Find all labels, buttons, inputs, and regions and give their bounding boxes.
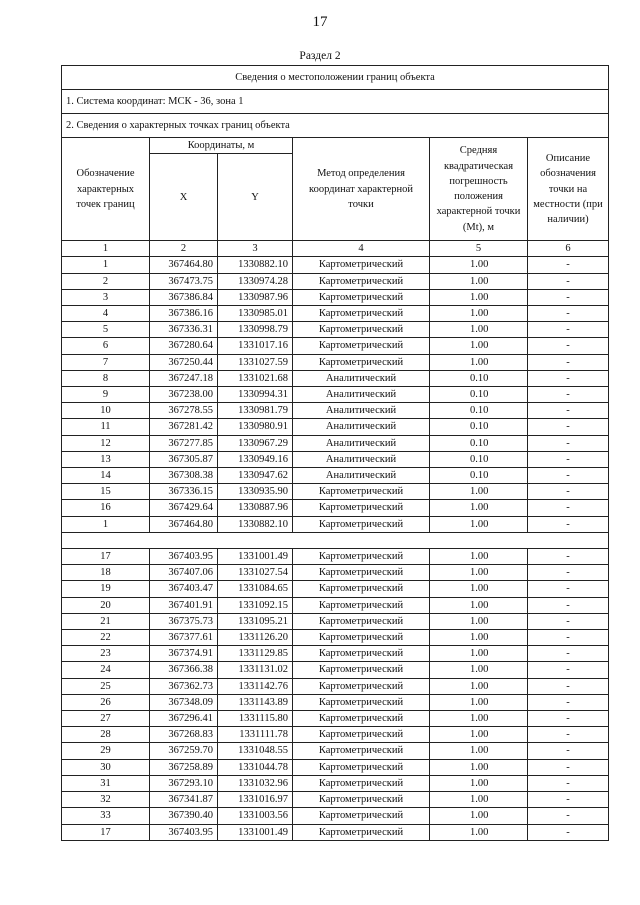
description: - <box>528 516 609 532</box>
column-number: 5 <box>430 241 528 257</box>
table-row <box>62 597 609 613</box>
description: - <box>528 759 609 775</box>
coord-system: 1. Система координат: МСК - 36, зона 1 <box>62 90 609 114</box>
description: - <box>528 289 609 305</box>
table-row <box>62 370 609 386</box>
error: 1.00 <box>430 354 528 370</box>
table-row <box>62 387 609 403</box>
coord-y: 1331092.15 <box>218 597 293 613</box>
description: - <box>528 338 609 354</box>
point-number: 31 <box>62 775 150 791</box>
column-number: 6 <box>528 241 609 257</box>
coord-y: 1330935.90 <box>218 484 293 500</box>
point-number: 13 <box>62 451 150 467</box>
method: Картометрический <box>293 597 430 613</box>
table-row <box>62 257 609 273</box>
method: Картометрический <box>293 808 430 824</box>
method: Аналитический <box>293 451 430 467</box>
method: Картометрический <box>293 306 430 322</box>
table-row <box>62 468 609 484</box>
coord-x: 367278.55 <box>150 403 218 419</box>
description: - <box>528 387 609 403</box>
description: - <box>528 419 609 435</box>
coord-y: 1330949.16 <box>218 451 293 467</box>
table-row <box>62 646 609 662</box>
coord-x: 367238.00 <box>150 387 218 403</box>
error: 1.00 <box>430 694 528 710</box>
point-number: 20 <box>62 597 150 613</box>
table-row <box>62 743 609 759</box>
method: Картометрический <box>293 516 430 532</box>
table-row <box>62 500 609 516</box>
point-number: 19 <box>62 581 150 597</box>
points-part-1 <box>62 257 609 532</box>
point-number: 21 <box>62 613 150 629</box>
points-heading-row <box>62 114 609 138</box>
error: 1.00 <box>430 289 528 305</box>
coord-y: 1331027.54 <box>218 565 293 581</box>
separator-row <box>62 532 609 548</box>
table-row <box>62 516 609 532</box>
method: Картометрический <box>293 711 430 727</box>
coord-x: 367403.95 <box>150 824 218 840</box>
description: - <box>528 549 609 565</box>
error: 1.00 <box>430 500 528 516</box>
error: 0.10 <box>430 403 528 419</box>
description: - <box>528 257 609 273</box>
table-row <box>62 273 609 289</box>
description: - <box>528 711 609 727</box>
error: 1.00 <box>430 792 528 808</box>
coord-y: 1330985.01 <box>218 306 293 322</box>
coord-x: 367308.38 <box>150 468 218 484</box>
method: Картометрический <box>293 273 430 289</box>
description: - <box>528 775 609 791</box>
coord-y: 1331084.65 <box>218 581 293 597</box>
description: - <box>528 727 609 743</box>
point-number: 12 <box>62 435 150 451</box>
points-heading: 2. Сведения о характерных точках границ объекта <box>62 114 609 138</box>
method: Аналитический <box>293 370 430 386</box>
coord-x: 367336.15 <box>150 484 218 500</box>
description: - <box>528 678 609 694</box>
point-number: 4 <box>62 306 150 322</box>
table-row <box>62 289 609 305</box>
point-number: 29 <box>62 743 150 759</box>
error: 1.00 <box>430 338 528 354</box>
method: Картометрический <box>293 646 430 662</box>
table-row <box>62 484 609 500</box>
coord-y: 1331142.76 <box>218 678 293 694</box>
method: Картометрический <box>293 289 430 305</box>
method: Аналитический <box>293 403 430 419</box>
method: Картометрический <box>293 743 430 759</box>
coord-y: 1330981.79 <box>218 403 293 419</box>
coord-y: 1331032.96 <box>218 775 293 791</box>
table-row <box>62 662 609 678</box>
error: 1.00 <box>430 565 528 581</box>
point-number: 5 <box>62 322 150 338</box>
description: - <box>528 565 609 581</box>
error: 1.00 <box>430 743 528 759</box>
table-row <box>62 711 609 727</box>
description: - <box>528 743 609 759</box>
description: - <box>528 354 609 370</box>
method: Картометрический <box>293 824 430 840</box>
table-row <box>62 727 609 743</box>
coord-x: 367305.87 <box>150 451 218 467</box>
method: Картометрический <box>293 565 430 581</box>
header-designation: Обозначение характерных точек границ <box>62 138 150 241</box>
header-x: X <box>150 154 218 241</box>
coord-x: 367401.91 <box>150 597 218 613</box>
coord-y: 1331048.55 <box>218 743 293 759</box>
point-number: 7 <box>62 354 150 370</box>
coord-x: 367336.31 <box>150 322 218 338</box>
method: Картометрический <box>293 257 430 273</box>
error: 1.00 <box>430 711 528 727</box>
coord-y: 1330967.29 <box>218 435 293 451</box>
table-row <box>62 581 609 597</box>
point-number: 32 <box>62 792 150 808</box>
error: 0.10 <box>430 387 528 403</box>
coord-x: 367348.09 <box>150 694 218 710</box>
description: - <box>528 273 609 289</box>
coord-x: 367375.73 <box>150 613 218 629</box>
coord-x: 367390.40 <box>150 808 218 824</box>
point-number: 8 <box>62 370 150 386</box>
table-title: Сведения о местоположении границ объекта <box>62 66 609 90</box>
method: Аналитический <box>293 468 430 484</box>
point-number: 33 <box>62 808 150 824</box>
description: - <box>528 694 609 710</box>
coord-y: 1330998.79 <box>218 322 293 338</box>
error: 1.00 <box>430 824 528 840</box>
coord-y: 1331021.68 <box>218 370 293 386</box>
point-number: 9 <box>62 387 150 403</box>
point-number: 3 <box>62 289 150 305</box>
method: Аналитический <box>293 435 430 451</box>
description: - <box>528 500 609 516</box>
point-number: 1 <box>62 516 150 532</box>
table-row <box>62 354 609 370</box>
separator-body <box>62 532 609 548</box>
error: 1.00 <box>430 759 528 775</box>
point-number: 25 <box>62 678 150 694</box>
coord-x: 367464.80 <box>150 516 218 532</box>
header-y: Y <box>218 154 293 241</box>
error: 0.10 <box>430 451 528 467</box>
table-row <box>62 565 609 581</box>
coord-x: 367258.89 <box>150 759 218 775</box>
error: 1.00 <box>430 613 528 629</box>
error: 1.00 <box>430 257 528 273</box>
description: - <box>528 484 609 500</box>
error: 0.10 <box>430 370 528 386</box>
points-part-2 <box>62 549 609 841</box>
header-description: Описание обозначения точки на местности (при наличии) <box>528 138 609 241</box>
table-row <box>62 775 609 791</box>
table-row <box>62 322 609 338</box>
coord-y: 1331044.78 <box>218 759 293 775</box>
separator-cell <box>62 532 609 548</box>
method: Картометрический <box>293 662 430 678</box>
header-method: Метод определения координат характерной точки <box>293 138 430 241</box>
header-row-1 <box>62 138 609 154</box>
description: - <box>528 322 609 338</box>
point-number: 10 <box>62 403 150 419</box>
table-row <box>62 338 609 354</box>
method: Картометрический <box>293 500 430 516</box>
point-number: 22 <box>62 630 150 646</box>
point-number: 2 <box>62 273 150 289</box>
coord-x: 367293.10 <box>150 775 218 791</box>
coord-y: 1331111.78 <box>218 727 293 743</box>
method: Картометрический <box>293 792 430 808</box>
header-error: Средняя квадратическая погрешность положения характерной точки (Mt), м <box>430 138 528 241</box>
coord-x: 367281.42 <box>150 419 218 435</box>
coord-x: 367296.41 <box>150 711 218 727</box>
coord-x: 367464.80 <box>150 257 218 273</box>
error: 0.10 <box>430 435 528 451</box>
table-row <box>62 630 609 646</box>
point-number: 17 <box>62 549 150 565</box>
method: Картометрический <box>293 775 430 791</box>
column-number: 3 <box>218 241 293 257</box>
coord-x: 367377.61 <box>150 630 218 646</box>
coord-x: 367386.16 <box>150 306 218 322</box>
point-number: 18 <box>62 565 150 581</box>
error: 1.00 <box>430 516 528 532</box>
table-row <box>62 451 609 467</box>
error: 1.00 <box>430 727 528 743</box>
point-number: 14 <box>62 468 150 484</box>
point-number: 11 <box>62 419 150 435</box>
header-coordinates: Координаты, м <box>150 138 293 154</box>
coord-y: 1330882.10 <box>218 257 293 273</box>
error: 1.00 <box>430 646 528 662</box>
section-label: Раздел 2 <box>299 50 341 62</box>
method: Аналитический <box>293 387 430 403</box>
error: 1.00 <box>430 273 528 289</box>
description: - <box>528 306 609 322</box>
method: Картометрический <box>293 613 430 629</box>
table-row <box>62 306 609 322</box>
coord-x: 367473.75 <box>150 273 218 289</box>
point-number: 6 <box>62 338 150 354</box>
boundary-points-table <box>61 65 609 841</box>
error: 1.00 <box>430 775 528 791</box>
coord-x: 367247.18 <box>150 370 218 386</box>
coord-x: 367341.87 <box>150 792 218 808</box>
point-number: 24 <box>62 662 150 678</box>
description: - <box>528 662 609 678</box>
description: - <box>528 808 609 824</box>
point-number: 17 <box>62 824 150 840</box>
description: - <box>528 581 609 597</box>
coord-system-row <box>62 90 609 114</box>
description: - <box>528 403 609 419</box>
method: Картометрический <box>293 727 430 743</box>
coord-y: 1330994.31 <box>218 387 293 403</box>
coord-y: 1331095.21 <box>218 613 293 629</box>
coord-y: 1331017.16 <box>218 338 293 354</box>
coord-y: 1331001.49 <box>218 549 293 565</box>
method: Картометрический <box>293 759 430 775</box>
table-row <box>62 549 609 565</box>
point-number: 28 <box>62 727 150 743</box>
error: 1.00 <box>430 630 528 646</box>
error: 1.00 <box>430 306 528 322</box>
table-row <box>62 792 609 808</box>
point-number: 15 <box>62 484 150 500</box>
method: Картометрический <box>293 694 430 710</box>
point-number: 26 <box>62 694 150 710</box>
coord-y: 1330947.62 <box>218 468 293 484</box>
coord-y: 1330987.96 <box>218 289 293 305</box>
method: Картометрический <box>293 678 430 694</box>
coord-y: 1331016.97 <box>218 792 293 808</box>
point-number: 23 <box>62 646 150 662</box>
coord-x: 367429.64 <box>150 500 218 516</box>
table-row <box>62 613 609 629</box>
page-number: 17 <box>312 14 328 30</box>
description: - <box>528 435 609 451</box>
coord-y: 1331129.85 <box>218 646 293 662</box>
error: 1.00 <box>430 678 528 694</box>
table-row <box>62 403 609 419</box>
point-number: 30 <box>62 759 150 775</box>
description: - <box>528 468 609 484</box>
error: 1.00 <box>430 322 528 338</box>
point-number: 27 <box>62 711 150 727</box>
description: - <box>528 646 609 662</box>
coord-y: 1331143.89 <box>218 694 293 710</box>
method: Картометрический <box>293 630 430 646</box>
coord-x: 367362.73 <box>150 678 218 694</box>
method: Аналитический <box>293 419 430 435</box>
coord-x: 367403.47 <box>150 581 218 597</box>
coord-x: 367250.44 <box>150 354 218 370</box>
coord-x: 367374.91 <box>150 646 218 662</box>
error: 1.00 <box>430 549 528 565</box>
coord-y: 1331131.02 <box>218 662 293 678</box>
error: 0.10 <box>430 419 528 435</box>
table-title-row <box>62 66 609 90</box>
table-row <box>62 824 609 840</box>
table-row <box>62 678 609 694</box>
description: - <box>528 824 609 840</box>
coord-x: 367277.85 <box>150 435 218 451</box>
method: Картометрический <box>293 322 430 338</box>
point-number: 16 <box>62 500 150 516</box>
table-row <box>62 435 609 451</box>
error: 1.00 <box>430 581 528 597</box>
method: Картометрический <box>293 354 430 370</box>
table-row <box>62 419 609 435</box>
coord-y: 1330974.28 <box>218 273 293 289</box>
coord-x: 367366.38 <box>150 662 218 678</box>
coord-x: 367259.70 <box>150 743 218 759</box>
column-numbers-row <box>62 241 609 257</box>
point-number: 1 <box>62 257 150 273</box>
method: Картометрический <box>293 581 430 597</box>
coord-y: 1331003.56 <box>218 808 293 824</box>
error: 1.00 <box>430 597 528 613</box>
description: - <box>528 630 609 646</box>
coord-x: 367280.64 <box>150 338 218 354</box>
table-row <box>62 694 609 710</box>
description: - <box>528 792 609 808</box>
method: Картометрический <box>293 549 430 565</box>
coord-y: 1330882.10 <box>218 516 293 532</box>
coord-x: 367386.84 <box>150 289 218 305</box>
coord-x: 367407.06 <box>150 565 218 581</box>
error: 0.10 <box>430 468 528 484</box>
column-number: 2 <box>150 241 218 257</box>
coord-x: 367268.83 <box>150 727 218 743</box>
coord-y: 1330887.96 <box>218 500 293 516</box>
coord-x: 367403.95 <box>150 549 218 565</box>
table-row <box>62 759 609 775</box>
coord-y: 1331115.80 <box>218 711 293 727</box>
description: - <box>528 613 609 629</box>
description: - <box>528 597 609 613</box>
error: 1.00 <box>430 484 528 500</box>
column-number: 1 <box>62 241 150 257</box>
coord-y: 1331126.20 <box>218 630 293 646</box>
description: - <box>528 451 609 467</box>
error: 1.00 <box>430 662 528 678</box>
coord-y: 1331001.49 <box>218 824 293 840</box>
error: 1.00 <box>430 808 528 824</box>
method: Картометрический <box>293 338 430 354</box>
table-row <box>62 808 609 824</box>
coord-y: 1331027.59 <box>218 354 293 370</box>
coord-y: 1330980.91 <box>218 419 293 435</box>
column-number: 4 <box>293 241 430 257</box>
description: - <box>528 370 609 386</box>
method: Картометрический <box>293 484 430 500</box>
